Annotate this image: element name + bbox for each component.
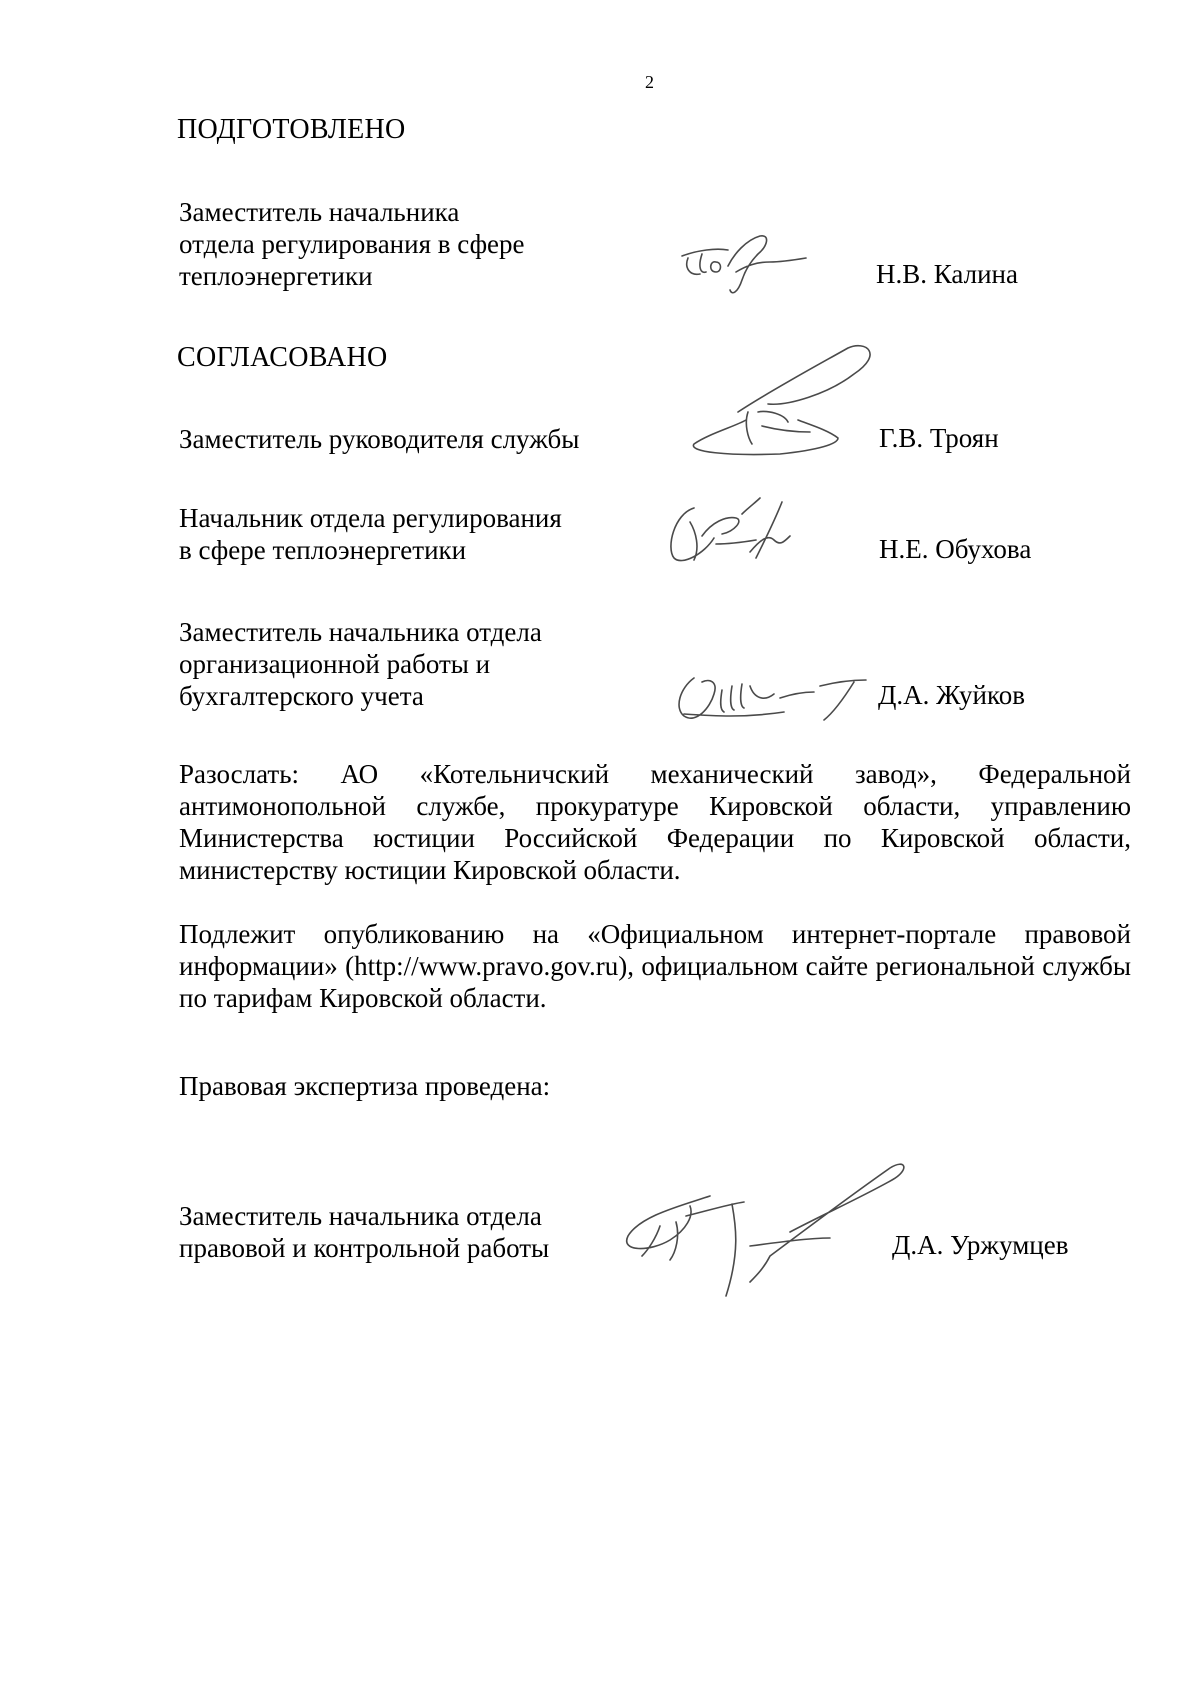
- legal-review-label: Правовая экспертиза проведена:: [179, 1071, 551, 1101]
- position-line: в сфере теплоэнергетики: [179, 535, 467, 565]
- position-line: Начальник отдела регулирования: [179, 503, 562, 533]
- signature-troyan: [688, 340, 878, 480]
- agreed-heading: СОГЛАСОВАНО: [177, 342, 388, 373]
- signatory-name: Н.В. Калина: [876, 259, 1018, 289]
- prepared-heading: ПОДГОТОВЛЕНО: [177, 114, 406, 145]
- signature-urzhumtsev: [620, 1156, 920, 1296]
- signatory-name: Н.Е. Обухова: [879, 534, 1032, 564]
- position-line: правовой и контрольной работы: [179, 1233, 550, 1263]
- signatory-position: [179, 616, 542, 712]
- legal-review-position: [179, 1200, 549, 1264]
- distribution-paragraph: Разослать: АО «Котельничский механический завод», Федеральной антимонопольной службе, прокуратуре Кировской области, управлению Министерства юстиции Российской Федерации по Кировской области, министерству юстиции Кировской области.: [179, 759, 1131, 885]
- position-line: организационной работы и: [179, 649, 491, 679]
- signature-zhuikov: [674, 668, 874, 728]
- signatory-name: Г.В. Троян: [879, 423, 999, 453]
- prepared-position: [179, 196, 525, 292]
- position-line: Заместитель начальника отдела: [179, 617, 542, 647]
- position-line: отдела регулирования в сфере: [179, 229, 525, 259]
- signatory-position: [179, 502, 562, 566]
- signatory-position: Заместитель руководителя службы: [179, 424, 580, 454]
- publication-paragraph: Подлежит опубликованию на «Официальном интернет-портале правовой информации» (http://www.pravo.gov.ru), официальном сайте региональной службы по тарифам Кировской области.: [179, 919, 1131, 1013]
- position-line: теплоэнергетики: [179, 261, 373, 291]
- signatory-name: Д.А. Уржумцев: [892, 1230, 1069, 1260]
- position-line: Заместитель начальника отдела: [179, 1201, 542, 1231]
- signature-obukhova: [664, 492, 804, 572]
- signatory-name: Д.А. Жуйков: [878, 680, 1025, 710]
- position-line: бухгалтерского учета: [179, 681, 424, 711]
- page-number: 2: [645, 72, 654, 92]
- position-line: Заместитель начальника: [179, 197, 460, 227]
- signature-kalina: [676, 232, 816, 312]
